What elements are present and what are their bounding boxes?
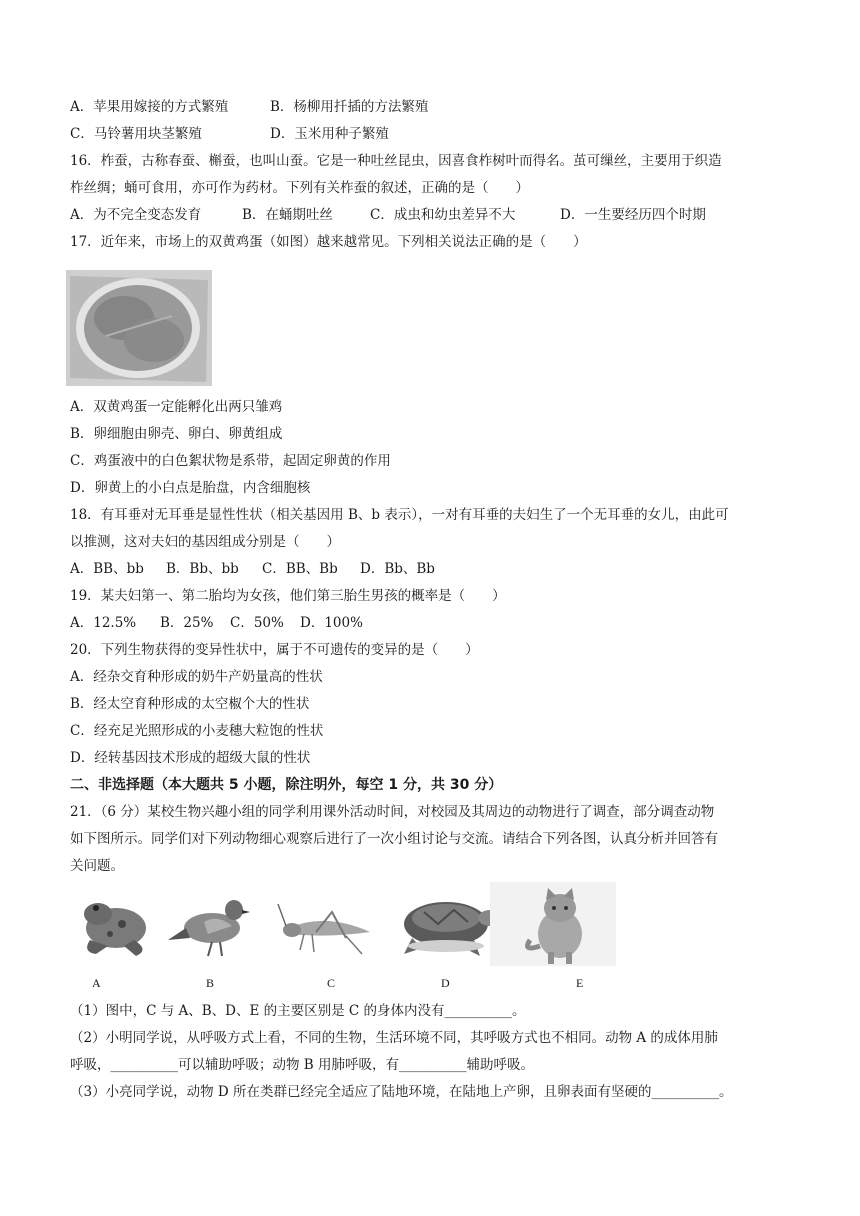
cat-image <box>490 882 616 966</box>
q20-option-a: A．经杂交育种形成的奶牛产奶量高的性状 <box>70 669 323 685</box>
q15-option-b: B．杨柳用扦插的方法繁殖 <box>270 99 429 115</box>
q18-stem-line2: 以推测，这对夫妇的基因组成分别是（ ） <box>70 534 340 550</box>
q21-sub2-line2: 呼吸，__________可以辅助呼吸；动物 B 用肺呼吸，有__________辅助呼吸。 <box>70 1057 535 1073</box>
q17-stem: 17．近年来，市场上的双黄鸡蛋（如图）越来越常见。下列相关说法正确的是（ ） <box>70 234 587 250</box>
q19-options <box>70 614 363 632</box>
q18-option-c: C．BB、Bb <box>262 561 338 577</box>
q19-option-a: A．12.5% <box>70 615 137 631</box>
q15-option-d: D．玉米用种子繁殖 <box>270 126 389 142</box>
frog-image <box>74 888 154 960</box>
q16-option-a: A．为不完全变态发育 <box>70 207 202 223</box>
q15-option-c: C．马铃薯用块茎繁殖 <box>70 126 202 142</box>
q15-options-row2 <box>70 125 389 143</box>
q17-option-a: A．双黄鸡蛋一定能孵化出两只雏鸡 <box>70 399 283 415</box>
q15-option-a: A．苹果用嫁接的方式繁殖 <box>70 99 229 115</box>
q16-options <box>70 206 706 224</box>
q17-option-b: B．卵细胞由卵壳、卵白、卵黄组成 <box>70 426 283 442</box>
q20-stem: 20．下列生物获得的变异性状中，属于不可遗传的变异的是（ ） <box>70 642 479 658</box>
q20-option-b: B．经太空育种形成的太空椒个大的性状 <box>70 696 310 712</box>
q21-stem-line1: 21．（6 分）某校生物兴趣小组的同学利用课外活动时间，对校园及其周边的动物进行了调查，部分调查动物 <box>70 804 715 820</box>
q19-option-c: C．50% <box>230 615 284 631</box>
animal-label-a: A <box>92 976 101 990</box>
animal-label-c: C <box>327 976 336 990</box>
q19-stem: 19．某夫妇第一、第二胎均为女孩，他们第三胎生男孩的概率是（ ） <box>70 588 506 604</box>
q16-option-b: B．在蛹期吐丝 <box>242 207 333 223</box>
q18-options <box>70 560 435 578</box>
q20-option-d: D．经转基因技术形成的超级大鼠的性状 <box>70 750 311 766</box>
q21-sub3: （3）小亮同学说，动物 D 所在类群已经完全适应了陆地环境，在陆地上产卵，且卵表面有坚硬的__________。 <box>70 1084 733 1100</box>
q20-option-c: C．经充足光照形成的小麦穗大粒饱的性状 <box>70 723 324 739</box>
double-yolk-egg-photo <box>66 270 212 386</box>
q16-stem-line2: 柞丝绸；蛹可食用，亦可作为药材。下列有关柞蚕的叙述，正确的是（ ） <box>70 180 529 196</box>
turtle-image <box>394 888 504 968</box>
q18-option-a: A．BB、bb <box>70 561 144 577</box>
q21-sub2-line1: （2）小明同学说，从呼吸方式上看，不同的生物，生活环境不同，其呼吸方式也不相同。动物 A 的成体用肺 <box>70 1030 718 1046</box>
pigeon-image <box>166 884 258 964</box>
q15-options-row1 <box>70 98 428 116</box>
q21-stem-line2: 如下图所示。同学们对下列动物细心观察后进行了一次小组讨论与交流。请结合下列各图，认真分析并回答有 <box>70 831 718 847</box>
q17-option-c: C．鸡蛋液中的白色絮状物是系带，起固定卵黄的作用 <box>70 453 391 469</box>
animal-label-d: D <box>441 976 450 990</box>
q16-option-c: C．成虫和幼虫差异不大 <box>370 207 516 223</box>
animal-label-b: B <box>206 976 215 990</box>
grasshopper-image <box>276 898 376 960</box>
q21-stem-line3: 关问题。 <box>70 858 124 874</box>
q16-option-d: D．一生要经历四个时期 <box>560 207 706 223</box>
q18-option-d: D．Bb、Bb <box>360 561 435 577</box>
section2-heading: 二、非选择题（本大题共 5 小题，除注明外，每空 1 分，共 30 分） <box>70 777 503 793</box>
q16-stem-line1: 16．柞蚕，古称春蚕、槲蚕，也叫山蚕。它是一种吐丝昆虫，因喜食柞树叶而得名。茧可缫丝，主要用于织造 <box>70 153 722 169</box>
q19-option-b: B．25% <box>160 615 214 631</box>
q21-sub1: （1）图中，C 与 A、B、D、E 的主要区别是 C 的身体内没有__________。 <box>70 1003 526 1019</box>
animal-label-e: E <box>576 976 584 990</box>
q19-option-d: D．100% <box>300 615 363 631</box>
q18-stem-line1: 18．有耳垂对无耳垂是显性性状（相关基因用 B、b 表示），一对有耳垂的夫妇生了一个无耳垂的女儿，由此可 <box>70 507 729 523</box>
q17-option-d: D．卵黄上的小白点是胎盘，内含细胞核 <box>70 480 311 496</box>
q18-option-b: B．Bb、bb <box>166 561 239 577</box>
